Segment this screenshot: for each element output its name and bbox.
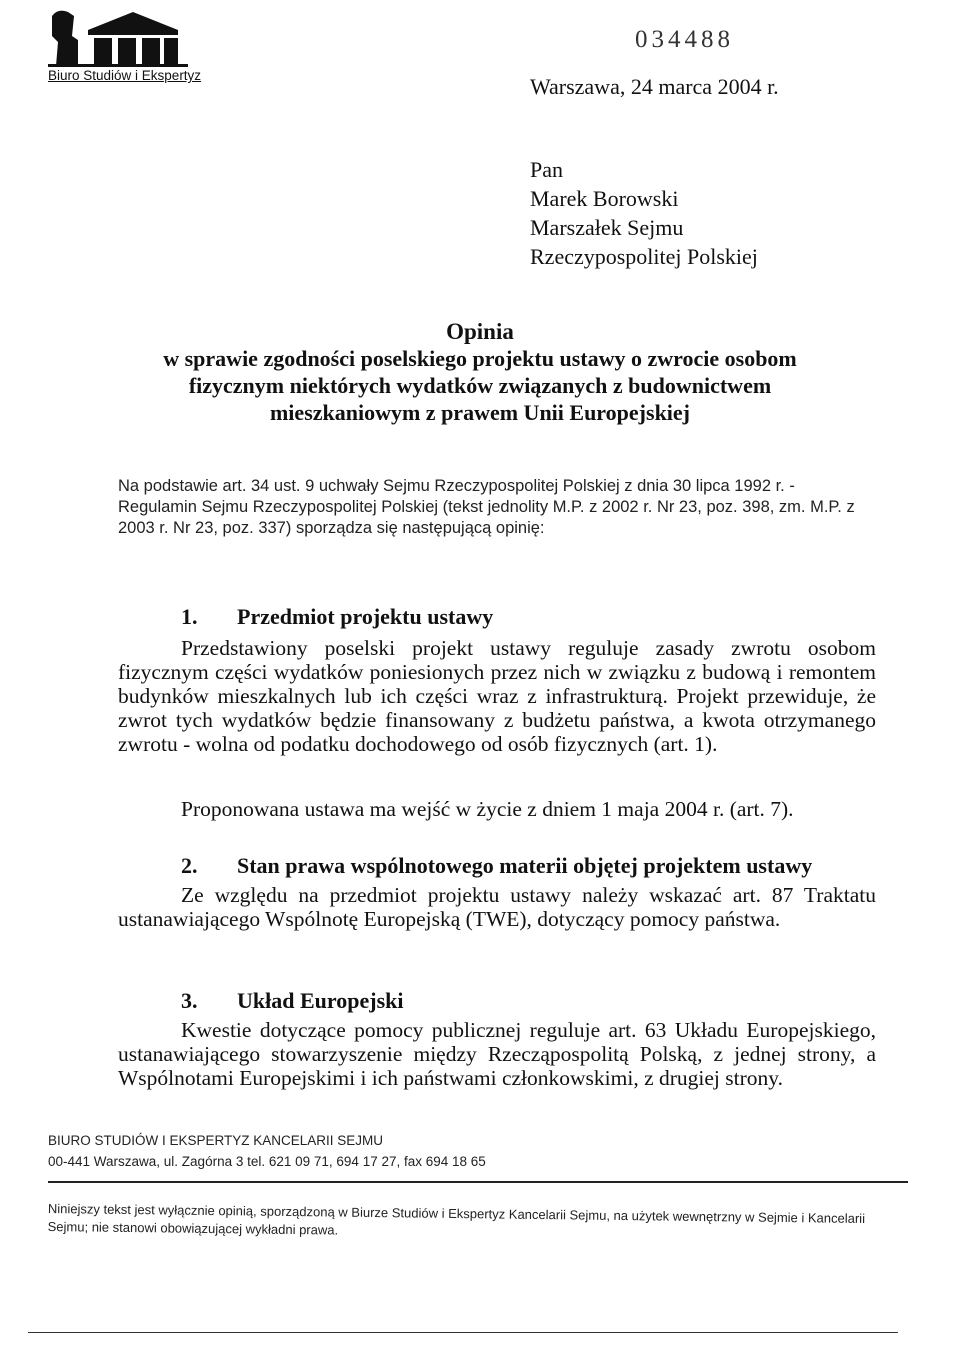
addressee-line: Pan [530, 157, 563, 182]
section-title: Stan prawa wspólnotowego materii objętej projektem ustawy [237, 853, 813, 878]
document-number: 034488 [635, 26, 734, 53]
footer-address [48, 1130, 486, 1172]
place-and-date: Warszawa, 24 marca 2004 r. [530, 74, 779, 99]
section-heading [181, 853, 812, 879]
addressee-line: Marek Borowski [530, 186, 679, 211]
legal-basis-paragraph: Na podstawie art. 34 ust. 9 uchwały Sejmu Rzeczypospolitej Polskiej z dnia 30 lipca 1992 r. - Regulamin Sejmu Rzeczypospolitej Polskiej (tekst jednolity M.P. z 2002 r. Nr 23, poz. 398, zm. M.P. z 2003 r. Nr 23, poz. 337) sporządza się następującą opinię: [118, 477, 855, 537]
document-title [120, 318, 840, 426]
disclaimer: Niniejszy tekst jest wyłącznie opinią, sporządzoną w Biurze Studiów i Ekspertyz Kancelarii Sejmu, na użytek wewnętrzny w Sejmie i Kancelarii Sejmu; nie stanowi obowiązującej wykładni prawa. [47, 1200, 866, 1238]
title-line: fizycznym niektórych wydatków związanych z budownictwem [188, 373, 772, 398]
section-number: 2. [181, 853, 198, 878]
section-title: Układ Europejski [237, 988, 404, 1013]
addressee-line: Marszałek Sejmu [530, 215, 684, 240]
logo-caption: Biuro Studiów i Ekspertyz [48, 68, 202, 83]
section-number: 1. [181, 604, 198, 629]
footer-contact: 00-441 Warszawa, ul. Zagórna 3 tel. 621 09 71, 694 17 27, fax 694 18 65 [48, 1154, 486, 1169]
logo [48, 6, 248, 86]
section-body: Ze względu na przedmiot projektu ustawy należy wskazać art. 87 Traktatu ustanawiającego Wspólnotę Europejską (TWE), dotyczący pomocy państwa. [118, 883, 876, 931]
section-heading [181, 604, 493, 630]
section-note: Proponowana ustawa ma wejść w życie z dniem 1 maja 2004 r. (art. 7). [181, 797, 794, 821]
footer-org: BIURO STUDIÓW I EKSPERTYZ KANCELARII SEJMU [48, 1133, 384, 1148]
section-body: Kwestie dotyczące pomocy publicznej reguluje art. 63 Układu Europejskiego, ustanawiającego stowarzyszenie między Rzecząpospolitą Polską, z jednej strony, a Wspólnotami Europejskimi i ich państwami członkowskimi, z drugiej strony. [118, 1018, 876, 1090]
section-heading [181, 988, 403, 1014]
title-line: w sprawie zgodności poselskiego projektu ustawy o zwrocie osobom [163, 346, 797, 371]
section-number: 3. [181, 988, 198, 1013]
section-body: Przedstawiony poselski projekt ustawy reguluje zasady zwrotu osobom fizycznym części wydatków poniesionych przez nich w związku z budową i remontem budynków mieszkalnych lub ich części wraz z infrastrukturą. Projekt przewiduje, że zwrot tych wydatków będzie finansowany z budżetu państwa, a kwota otrzymanego zwrotu - wolna od podatku dochodowego od osób fizycznych (art. 1). [118, 636, 876, 756]
bottom-divider [28, 1332, 898, 1333]
title-line: mieszkaniowym z prawem Unii Europejskiej [269, 400, 691, 425]
section-title: Przedmiot projektu ustawy [237, 604, 494, 629]
sejm-building-logo-icon [48, 6, 198, 68]
addressee-line: Rzeczypospolitej Polskiej [530, 244, 758, 269]
footer-divider [48, 1181, 908, 1183]
title-main: Opinia [446, 319, 514, 344]
